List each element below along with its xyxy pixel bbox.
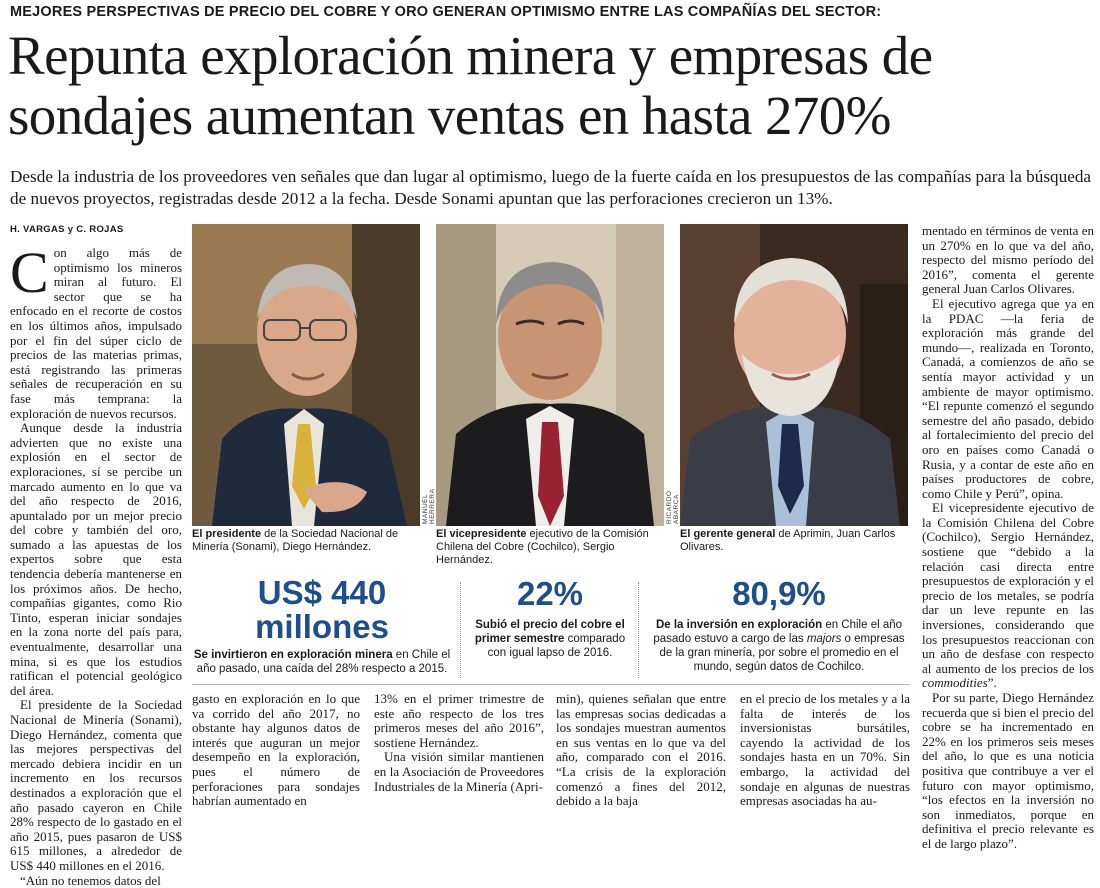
stat-description: Subió el precio del cobre el primer semestre comparado con igual lapso de 2016. (474, 619, 626, 659)
column-5: en el precio de los metales y a la falta de interés de los inversionistas bursátiles, cayendo la actividad de los sondajes hasta en un 70%. Sin embargo, la actividad del sondaje en algunas de nuestras empresas asociadas ha au- (740, 691, 910, 809)
divider (192, 684, 910, 685)
paragraph: El vicepresidente ejecutivo de la Comisión Chilena del Cobre (Cochilco), Sergio Hernández, sostiene que “debido a la relación casi directa entre presupuestos de exploración y el precio de los metales, se podría dar un leve repunte en las inversiones, considerando que los presupuestos reaccionan con un año de desfase con respecto al aumento de los precios de los commodities”. (922, 500, 1094, 691)
photo-diego-hernandez (192, 224, 420, 526)
stat-investment (192, 576, 452, 676)
headline-line-2: sondajes aumentan ventas en hasta 270% (8, 85, 891, 146)
photo-sergio-hernandez (436, 224, 664, 526)
paragraph: Aunque desde la industria advierten que no existe una explosión en el sector de exploraciones, sí se percibe un marcado aumento en lo que va del año respecto de 2016, apuntalado por un mejor precio del cobre y también del oro, sumado a las apuestas de los expertos sobre que esta tendencia debería mantenerse en los próximos años. De hecho, compañías gigantes, como Rio Tinto, esperan iniciar sondajes en la zona norte del país para, eventualmente, desarrollar una mina, si es que los estudios ratifican el potencial geológico del área. (10, 420, 182, 698)
paragraph: Con algo más de optimismo los mineros miran al futuro. El sector que se ha enfocado en el recorte de costos en los últimos años, impulsado por el fin del súper ciclo de precios de las materias primas, está registrando las primeras señales de recuperación en su fase más temprana: la exploración de nuevos recursos. (10, 240, 182, 421)
stat-number: 80,9% (732, 575, 826, 612)
photo-caption: El presidente de la Sociedad Nacional de Minería (Sonami), Diego Hernández. (192, 528, 399, 553)
photo-credit: MANUEL HERRERA (422, 488, 436, 524)
divider (460, 582, 461, 678)
photo-caption: El gerente general de Aprimin, Juan Carlos Olivares. (680, 528, 896, 553)
column-6: mentado en términos de venta en un 270% en lo que va del año, respecto del mismo período del 2016”, comenta el gerente general Juan Carlos Olivares. El ejecutivo agrega que ya en la PDAC —la feria de exploración más grande del mundo—, realizada en Toronto, Canadá, a comienzos de año se sentía mayor actividad y un ambiente de mayor optimismo. “El repunte comenzó el segundo semestre del año pasado, debido al fortalecimiento del precio del oro en países como Canadá o Rusia, y a contar de este año en países productores de cobre, como Chile y Perú”, opina. El vicepresidente ejecutivo de la Comisión Chilena del Cobre (Cochilco), Sergio Hernández, sostiene que “debido a la relación casi directa entre presupuestos de exploración y el precio de los metales, se podría dar un leve repunte en las inversiones, considerando que los presupuestos reaccionan con un año de desfase con respecto al aumento de los precios de los commodities”. Por su parte, Diego Hernández recuerda que si bien el precio del cobre se ha incrementado en 22% en los primeros seis meses del año, lo que es una noticia positiva que contribuye a ver el futuro con mayor optimismo, “los efectos en la inversión no son inmediatos, porque en definitiva el precio relevante es el de largo plazo”. (922, 223, 1094, 851)
headline-line-1: Repunta exploración minera y empresas de (8, 25, 933, 86)
byline: H. VARGAS y C. ROJAS (10, 224, 124, 235)
stat-description: De la inversión en exploración en Chile el año pasado estuvo a cargo de las majors o empresas de la gran minería, por sobre el promedio en el mundo, según datos de Cochilco. (653, 619, 905, 673)
stat-number: 22% (516, 575, 584, 612)
dek: Desde la industria de los proveedores ven señales que dan lugar al optimismo, luego de la fuerte caída en los presupuestos de las compañías para la búsqueda de nuevos proyectos, registradas desde 2012 a la fecha. Desde Sonami apuntan que las perforaciones crecieron un 13%. (10, 167, 1092, 208)
divider (638, 582, 639, 678)
stat-number: US$ 440 millones (255, 574, 389, 645)
stat-majors (648, 576, 910, 674)
photo-credit: RICARDO ABARCA (666, 490, 680, 524)
paragraph: El presidente de la Sociedad Nacional de Minería (Sonami), Diego Hernández, comenta que las mejores perspectivas del mercado debiera incidir en un incremento en los recursos destinados a exploración que el año pasado cayeron en Chile 28% respecto de lo gastado en el año 2015, pues pasaron de US$ 615 millones, a alrededor de US$ 440 millones en el 2016. (10, 697, 182, 873)
headline (8, 26, 1096, 146)
kicker: MEJORES PERSPECTIVAS DE PRECIO DEL COBRE Y ORO GENERAN OPTIMISMO ENTRE LAS COMPAÑÍAS DEL SECTOR: (10, 4, 882, 20)
column-2: gasto en exploración en lo que va corrido del año 2017, no obstante hay algunos datos de interés que auguran un mejor desempeño en la exploración, pues el número de perforaciones para sondajes habrían aumentado en (192, 691, 360, 809)
column-3: 13% en el primer trimestre de este año respecto de los tres primeros meses del año 2016”, sostiene Hernández. Una visión similar mantienen en la Asociación de Proveedores Industriales de la Minería (Apri- (374, 691, 544, 794)
column-1 (10, 240, 182, 888)
paragraph: “Aún no tenemos datos del (20, 872, 161, 888)
drop-cap: C (10, 240, 49, 305)
stat-copper-price (470, 576, 630, 660)
column-4: min), quienes señalan que entre las empresas socias dedicadas a los sondajes muestran aumentos en sus ventas en lo que va del año, comparado con el 2016. “La crisis de la exploración comenzó a fines del 2012, debido a la baja (556, 691, 726, 809)
photo-caption: El vicepresidente ejecutivo de la Comisión Chilena del Cobre (Cochilco), Sergio Hernández. (436, 528, 649, 566)
stat-description: Se invirtieron en exploración minera en Chile el año pasado, una caída del 28% respecto a 2015. (193, 649, 451, 675)
photo-juan-carlos-olivares (680, 224, 908, 526)
